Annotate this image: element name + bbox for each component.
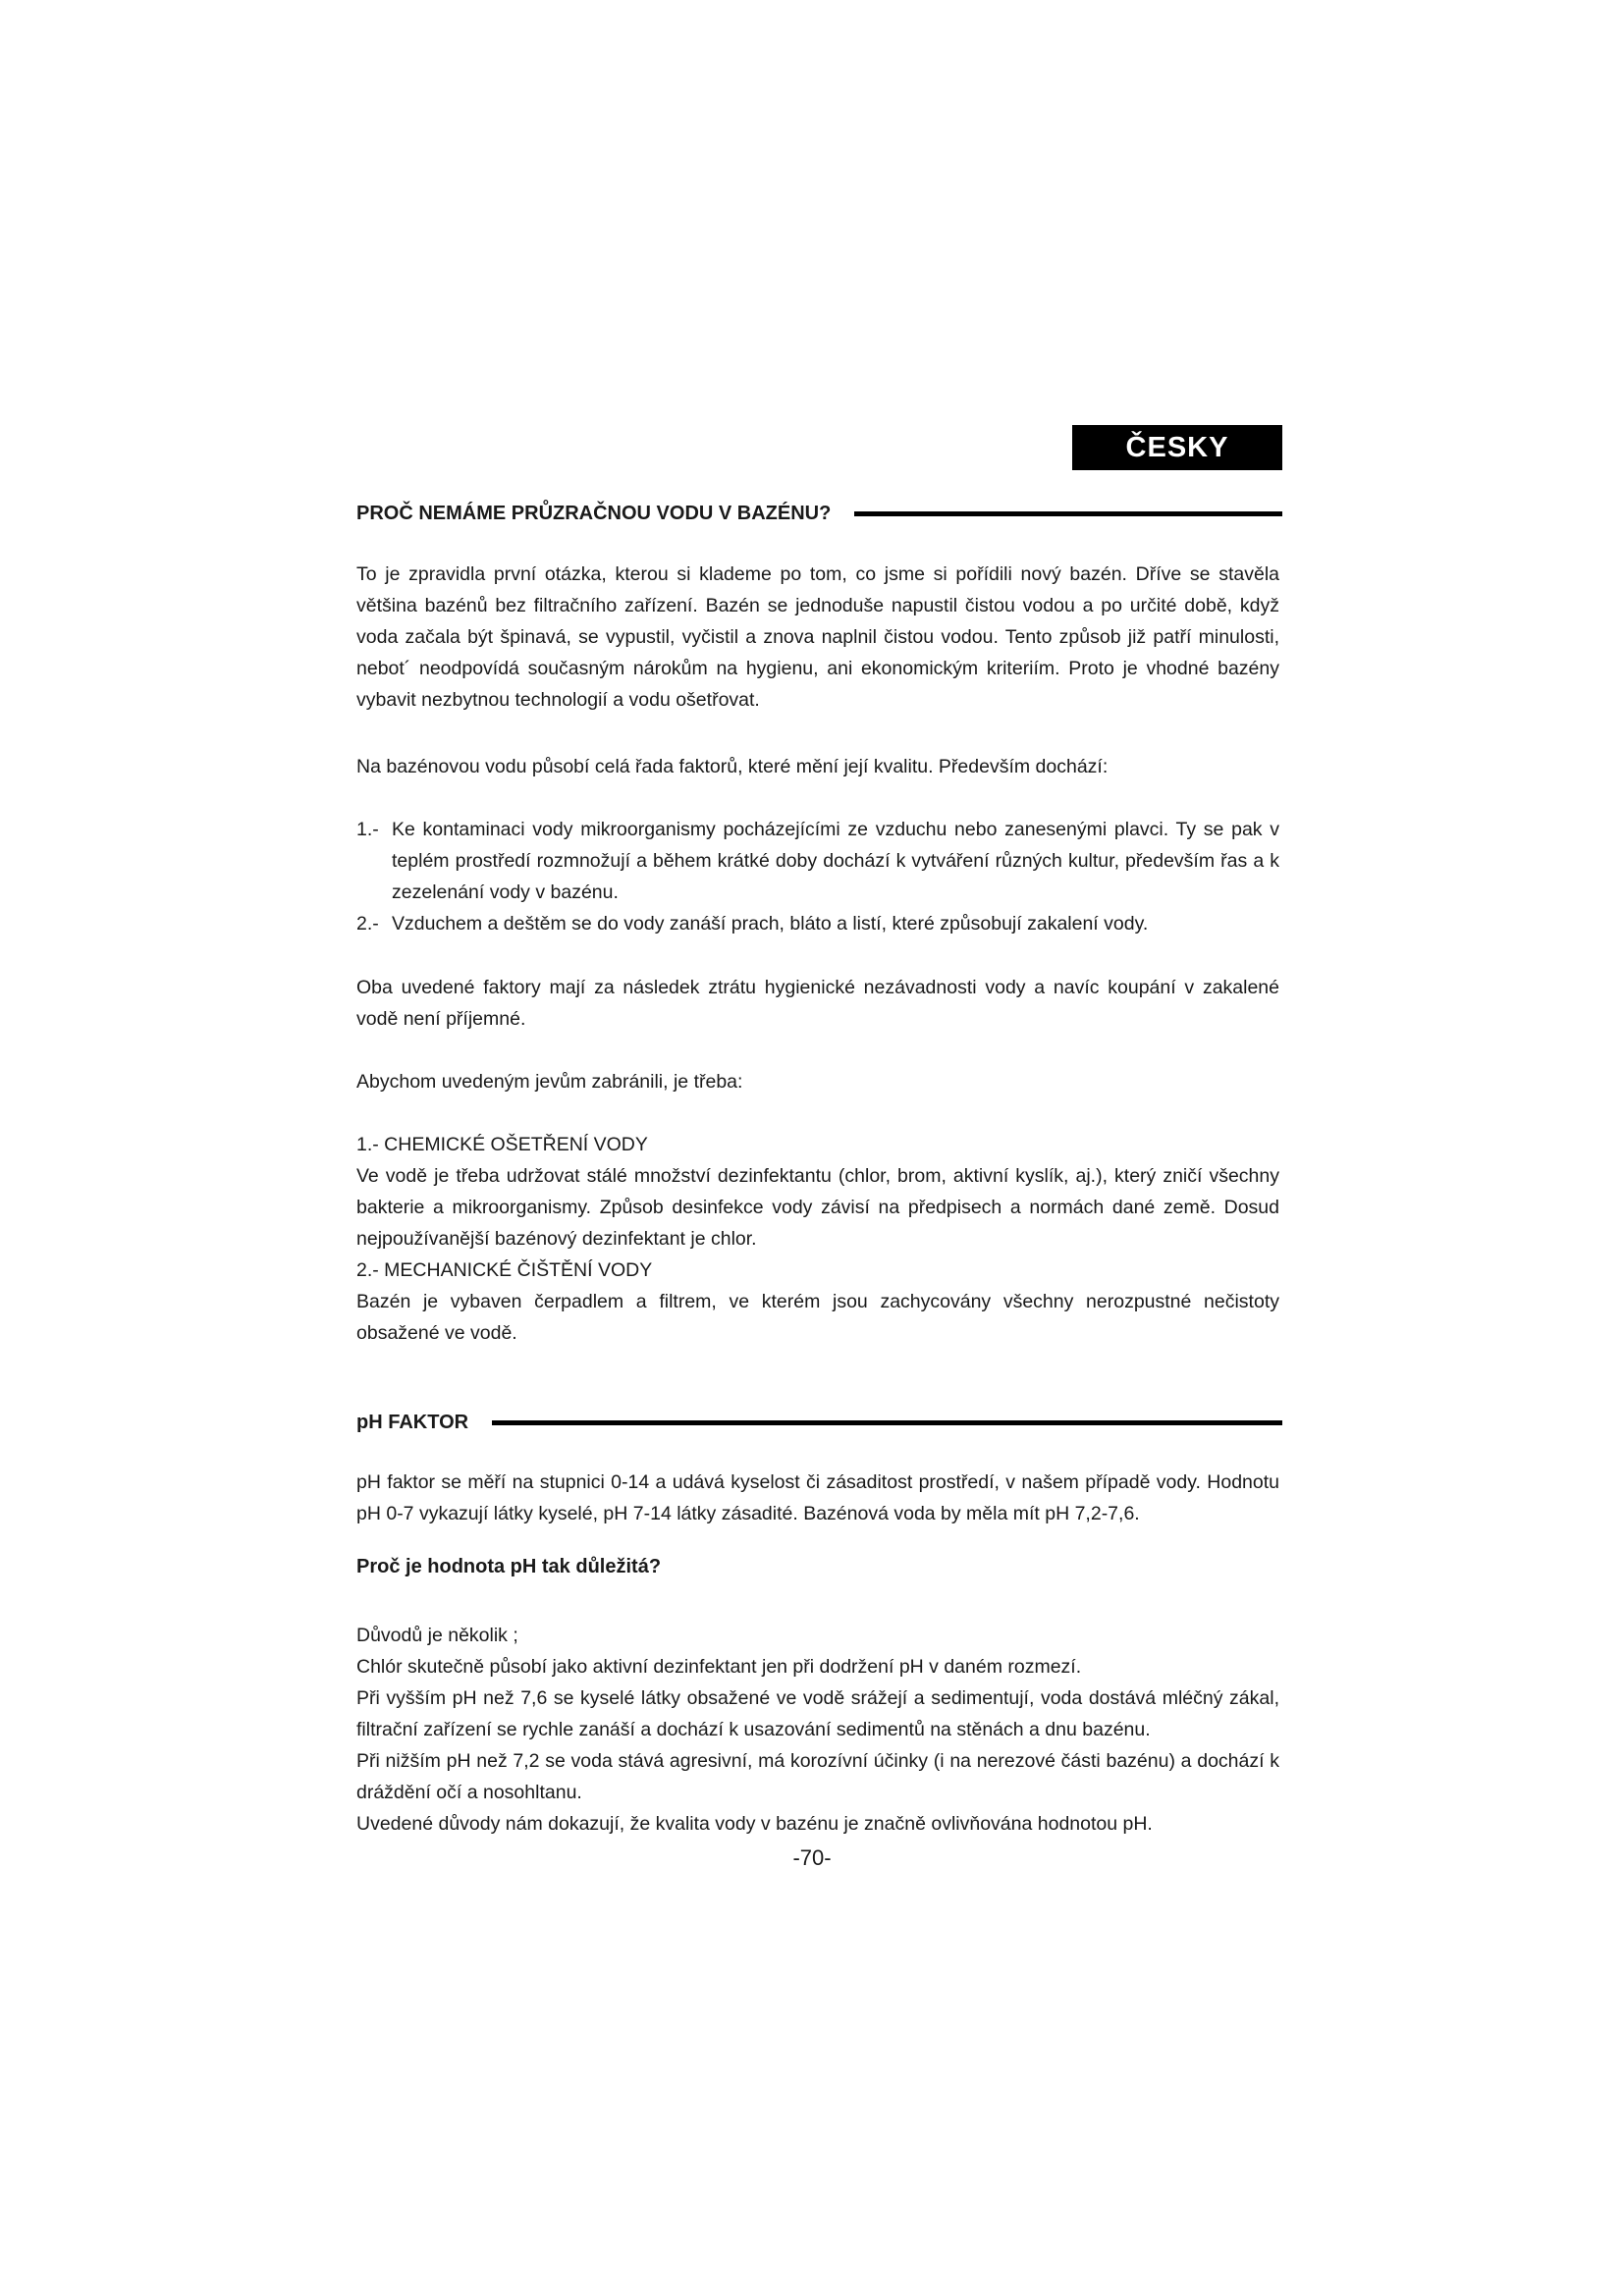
consequence-paragraph bbox=[356, 972, 1279, 1035]
measure-text: Bazén je vybaven čerpadlem a filtrem, ve kterém jsou zachycovány všechny nerozpustné nečistoty obsažené ve vodě. bbox=[356, 1291, 1279, 1344]
measure-text: Ve vodě je třeba udržovat stálé množství dezinfektantu (chlor, brom, aktivní kyslík, aj.), který zničí všechny bakterie a mikroorganismy. Způsob desinfekce vody závisí na předpisech a normách dané země. Dosud nejpoužívanější bazénový dezinfektant je chlor. bbox=[356, 1165, 1279, 1250]
section-title: pH FAKTOR bbox=[356, 1411, 469, 1433]
list-number: 2.- bbox=[356, 913, 379, 934]
paragraph: Abychom uvedeným jevům zabránili, je třeba: bbox=[356, 1071, 743, 1093]
paragraph: Důvodů je několik ; bbox=[356, 1625, 518, 1646]
measure-title: 2.- MECHANICKÉ ČIŠTĚNÍ VODY bbox=[356, 1259, 653, 1281]
paragraph: pH faktor se měří na stupnici 0-14 a udává kyselost či zásaditost prostředí, v našem případě vody. Hodnotu pH 0-7 vykazují látky kyselé, pH 7-14 látky zásadité. Bazénová voda by měla mít pH 7,2-7,6. bbox=[356, 1471, 1279, 1524]
intro-paragraph bbox=[356, 559, 1279, 716]
paragraph: Uvedené důvody nám dokazují, že kvalita vody v bazénu je značně ovlivňována hodnotou pH. bbox=[356, 1813, 1153, 1835]
list-text: Vzduchem a deštěm se do vody zanáší prach, bláto a listí, které způsobují zakalení vody. bbox=[392, 913, 1149, 934]
list-item bbox=[356, 908, 1279, 939]
list-item bbox=[356, 814, 1279, 908]
ph-question-heading: Proč je hodnota pH tak důležitá? bbox=[356, 1556, 662, 1577]
paragraph: To je zpravidla první otázka, kterou si klademe po tom, co jsme si pořídili nový bazén. Dříve se stavěla většina bazénů bez filtračního zařízení. Bazén se jednoduše napustil čistou vodou a po určité době, když voda začala být špinavá, se vypustil, vyčistil a znova naplnil čistou vodou. Tento způsob již patří minulosti, nebot´ neodpovídá současným nárokům na hygienu, ani ekonomickým kriteriím. Proto je vhodné bazény vybavit nezbytnou technologií a vodu ošetřovat. bbox=[356, 563, 1279, 711]
paragraph: Při nižším pH než 7,2 se voda stává agresivní, má korozívní účinky (i na nerezové části bazénu) a dochází k dráždění očí a nosohltanu. bbox=[356, 1750, 1279, 1803]
ph-reasons bbox=[356, 1620, 1279, 1840]
paragraph: Chlór skutečně působí jako aktivní dezinfektant jen při dodržení pH v daném rozmezí. bbox=[356, 1656, 1082, 1678]
language-badge: ČESKY bbox=[1072, 425, 1282, 470]
section-heading-clear-water bbox=[356, 499, 1282, 528]
ph-intro-paragraph bbox=[356, 1467, 1279, 1529]
section-heading-ph-factor bbox=[356, 1408, 1282, 1437]
heading-rule bbox=[854, 511, 1282, 516]
paragraph: Na bazénovou vodu působí celá řada faktorů, které mění její kvalitu. Především dochází: bbox=[356, 756, 1109, 777]
page-number: -70- bbox=[792, 1845, 832, 1870]
list-text: Ke kontaminaci vody mikroorganismy pocházejícími ze vzduchu nebo zanesenými plavci. Ty se pak v teplém prostředí rozmnožují a během krátké doby dochází k vytváření různých kultur, především řas a k zezelenání vody v bazénu. bbox=[392, 819, 1279, 903]
heading-rule bbox=[492, 1420, 1282, 1425]
factors-intro bbox=[356, 751, 1279, 782]
paragraph: Oba uvedené faktory mají za následek ztrátu hygienické nezávadnosti vody a navíc koupání v zakalené vodě není příjemné. bbox=[356, 977, 1279, 1030]
factors-list bbox=[356, 814, 1279, 939]
paragraph: Při vyšším pH než 7,6 se kyselé látky obsažené ve vodě srážejí a sedimentují, voda dostává mléčný zákal, filtrační zařízení se rychle zanáší a dochází k usazování sedimentů na stěnách a dnu bazénu. bbox=[356, 1687, 1279, 1740]
list-number: 1.- bbox=[356, 819, 379, 840]
measures-list bbox=[356, 1129, 1279, 1349]
section-title: PROČ NEMÁME PRŮZRAČNOU VODU V BAZÉNU? bbox=[356, 502, 832, 524]
prevention-intro bbox=[356, 1066, 1279, 1097]
measure-title: 1.- CHEMICKÉ OŠETŘENÍ VODY bbox=[356, 1134, 648, 1155]
